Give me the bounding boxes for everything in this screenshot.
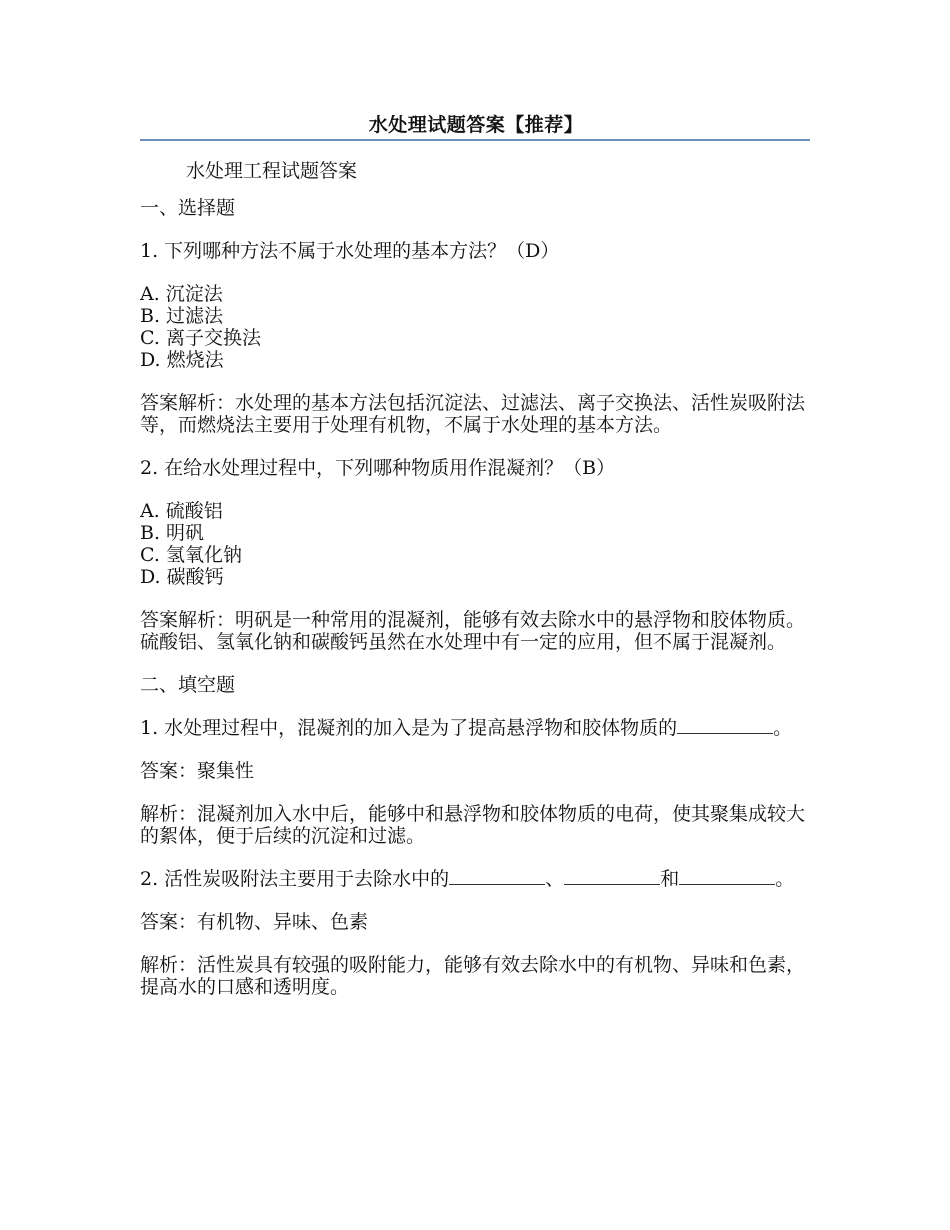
option-d: D. 燃烧法 [140,349,224,371]
section-heading-choice: 一、选择题 [140,197,236,219]
question-1-options [140,283,812,371]
fill-q2-sep2: 和 [660,868,680,890]
document-title: 水处理试题答案【推荐】 [368,114,584,136]
question-2-options [140,500,812,588]
section-heading-fill: 二、填空题 [140,674,236,696]
answer-blank [449,870,545,885]
option-c: C. 离子交换法 [140,327,261,349]
fill-question-1-analysis: 解析：混凝剂加入水中后，能够中和悬浮物和胶体物质的电荷，使其聚集成较大的絮体，便于后续的沉淀和过滤。 [140,803,806,847]
answer-blank [564,870,660,885]
option-c: C. 氢氧化钠 [140,544,242,566]
fill-question-1-stem [140,717,812,739]
document-subtitle: 水处理工程试题答案 [186,160,358,182]
option-d: D. 碳酸钙 [140,566,224,588]
option-b: B. 过滤法 [140,305,224,327]
answer-blank [677,719,773,734]
option-b: B. 明矾 [140,522,205,544]
answer-blank [679,870,775,885]
option-a: A. 沉淀法 [140,283,223,305]
fill-q1-end: 。 [773,717,793,739]
question-2-analysis: 答案解析：明矾是一种常用的混凝剂，能够有效去除水中的悬浮物和胶体物质。硫酸铝、氢氧化钠和碳酸钙虽然在水处理中有一定的应用，但不属于混凝剂。 [140,609,806,653]
fill-question-1-answer: 答案：聚集性 [140,760,255,782]
option-a: A. 硫酸铝 [140,500,223,522]
fill-q2-sep1: 、 [545,868,565,890]
fill-q2-end: 。 [775,868,795,890]
fill-q1-text: 1. 水处理过程中，混凝剂的加入是为了提高悬浮物和胶体物质的 [140,717,678,739]
fill-question-2-analysis: 解析：活性炭具有较强的吸附能力，能够有效去除水中的有机物、异味和色素，提高水的口感和透明度。 [140,954,806,998]
fill-question-2-stem [140,868,812,890]
fill-question-2-answer: 答案：有机物、异味、色素 [140,911,369,933]
document-body [140,160,812,1019]
question-2-stem: 2. 在给水处理过程中，下列哪种物质用作混凝剂？（B） [140,457,616,479]
fill-q2-text: 2. 活性炭吸附法主要用于去除水中的 [140,868,450,890]
title-underline [140,139,810,141]
question-1-analysis: 答案解析：水处理的基本方法包括沉淀法、过滤法、离子交换法、活性炭吸附法等，而燃烧法主要用于处理有机物，不属于水处理的基本方法。 [140,392,806,436]
question-1-stem: 1. 下列哪种方法不属于水处理的基本方法？（D） [140,240,560,262]
